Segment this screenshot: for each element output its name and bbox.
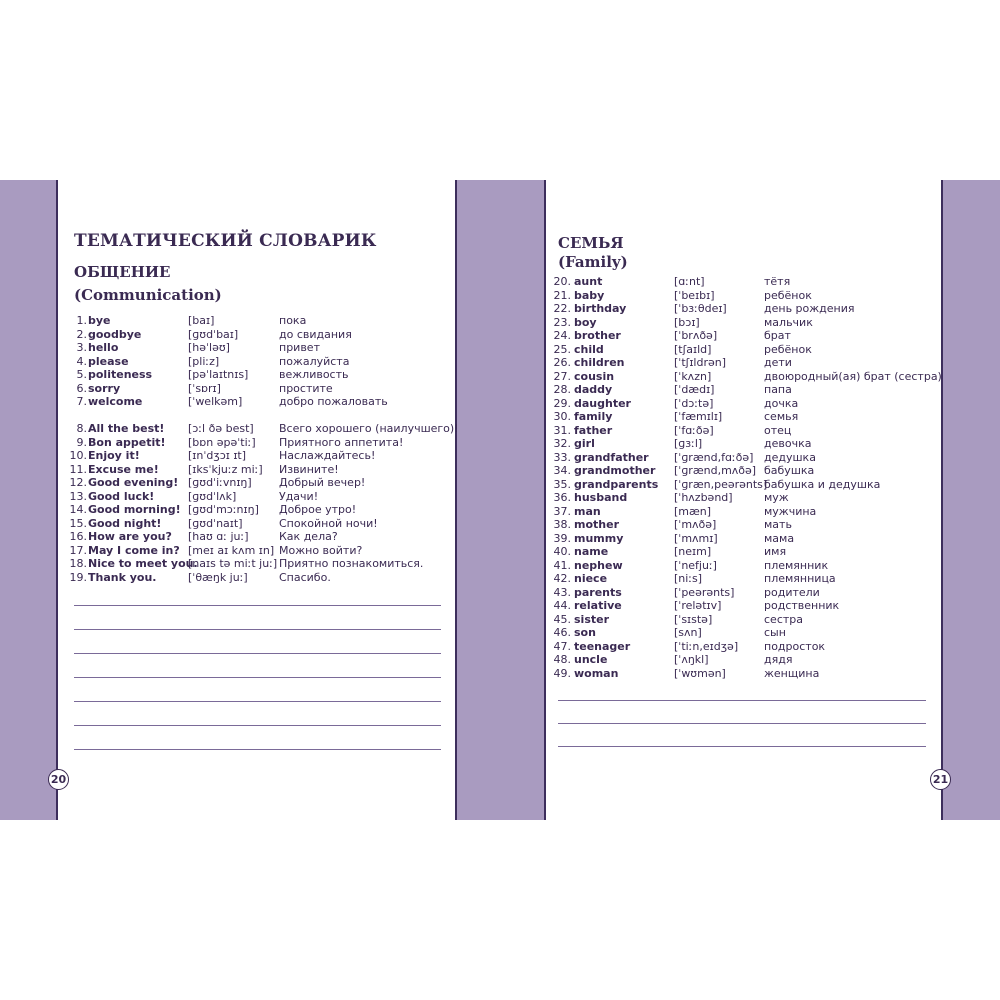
entry-transcription: [mæn] [674, 504, 712, 518]
list-item [548, 491, 940, 505]
entry-translation: пожалуйста [279, 354, 350, 368]
page-edge-line [941, 180, 943, 820]
entry-transcription: [ˈʌŋkl] [674, 653, 709, 666]
page-edge-line [455, 180, 457, 820]
entry-number: 12. [69, 476, 87, 489]
entry-translation: пока [279, 314, 307, 327]
page-number-left: 20 [48, 769, 69, 790]
entry-translation: мама [764, 531, 795, 545]
list-item [548, 667, 940, 681]
list-item [60, 368, 450, 382]
entry-translation: девочка [764, 437, 812, 450]
entry-transcription: [naɪs tə miːt juː] [188, 557, 278, 570]
entry-translation: дядя [764, 653, 793, 666]
entry-number: 46. [553, 626, 571, 639]
entry-number: 31. [553, 423, 571, 437]
entry-transcription: [həˈləʊ] [188, 341, 230, 354]
entry-transcription: [ˈɡrænd,mʌðə] [674, 464, 757, 477]
section-title-en: (Communication) [74, 286, 222, 304]
entry-number: 13. [69, 489, 87, 503]
entry-number: 22. [553, 302, 571, 315]
entry-word: relative [574, 599, 622, 612]
list-item [60, 517, 450, 531]
entry-number: 44. [553, 599, 571, 612]
entry-number: 17. [69, 543, 87, 557]
entry-translation: двоюродный(ая) брат (сестра) [764, 369, 942, 383]
entry-number: 21. [553, 288, 571, 302]
entry-translation: отец [764, 423, 792, 437]
entry-number: 6. [76, 381, 87, 395]
entry-transcription: [ˈpeərənts] [674, 585, 735, 599]
list-item [548, 343, 940, 357]
entry-word: politeness [88, 368, 153, 381]
entry-number: 42. [553, 572, 571, 585]
entry-word: daddy [574, 383, 613, 396]
entry-word: child [574, 342, 604, 356]
center-gutter-band [455, 180, 546, 820]
list-item [60, 544, 450, 558]
list-item [548, 289, 940, 303]
entry-number: 15. [69, 516, 87, 530]
section-title-ru: СЕМЬЯ [558, 234, 624, 252]
entry-translation: подросток [764, 639, 826, 653]
entry-number: 1. [76, 314, 87, 327]
list-item [60, 490, 450, 504]
entry-word: niece [574, 572, 608, 585]
entry-transcription: [ˈdædɪ] [674, 383, 715, 396]
right-side-band [941, 180, 1000, 820]
entry-transcription: [sʌn] [674, 626, 702, 639]
entry-number: 35. [553, 477, 571, 491]
vocabulary-list-words [60, 314, 450, 409]
list-item [548, 613, 940, 627]
entry-transcription: [ɑːnt] [674, 275, 705, 288]
entry-transcription: [ˈwelkəm] [188, 395, 243, 408]
list-item [548, 370, 940, 384]
entry-number: 23. [553, 315, 571, 329]
list-item [548, 316, 940, 330]
entry-number: 40. [553, 545, 571, 558]
entry-word: May I come in? [88, 543, 180, 557]
entry-number: 5. [76, 368, 87, 381]
entry-translation: Можно войти? [279, 543, 363, 557]
entry-word: baby [574, 288, 605, 302]
list-item [548, 532, 940, 546]
left-side-band [0, 180, 58, 820]
entry-word: children [574, 356, 625, 369]
entry-word: grandfather [574, 450, 649, 464]
entry-number: 38. [553, 518, 571, 531]
entry-transcription: [ɡʊdˈiːvnɪŋ] [188, 476, 252, 489]
entry-transcription: [ˈnefjuː] [674, 558, 717, 572]
entry-translation: бабушка [764, 464, 815, 477]
entry-word: son [574, 626, 596, 639]
entry-word: mother [574, 518, 619, 531]
entry-translation: муж [764, 491, 789, 504]
list-item [60, 571, 450, 585]
entry-transcription: [ˈmʌmɪ] [674, 531, 718, 545]
entry-transcription: [ˈfɑːðə] [674, 423, 714, 437]
entry-number: 2. [76, 327, 87, 341]
entry-number: 30. [553, 410, 571, 423]
entry-word: daughter [574, 396, 631, 410]
entry-number: 28. [553, 383, 571, 396]
entry-number: 49. [553, 666, 571, 680]
entry-translation: Всего хорошего (наилучшего)! [279, 422, 459, 435]
entry-word: aunt [574, 275, 603, 288]
entry-translation: добро пожаловать [279, 395, 388, 408]
entry-translation: Приятного аппетита! [279, 435, 404, 449]
entry-translation: Спокойной ночи! [279, 516, 378, 530]
entry-transcription: [ˈmʌðə] [674, 518, 717, 531]
entry-transcription: [pliːz] [188, 354, 220, 368]
list-item [60, 476, 450, 490]
entry-transcription: [ɪksˈkjuːz miː] [188, 462, 263, 476]
entry-word: goodbye [88, 327, 142, 341]
entry-transcription: [ˈθæŋk juː] [188, 570, 248, 584]
list-item [548, 302, 940, 316]
entry-transcription: [ˈbɜːθdeɪ] [674, 302, 727, 315]
list-item [60, 382, 450, 396]
entry-transcription: [baɪ] [188, 314, 215, 327]
entry-word: Good morning! [88, 503, 181, 516]
entry-translation: Извините! [279, 462, 339, 476]
entry-transcription: [ˈkʌzn] [674, 369, 712, 383]
entry-translation: семья [764, 410, 799, 423]
list-item [548, 518, 940, 532]
entry-translation: дедушка [764, 450, 816, 464]
entry-number: 10. [69, 449, 87, 462]
entry-word: grandmother [574, 464, 656, 477]
page-number-right: 21 [930, 769, 951, 790]
list-item [60, 449, 450, 463]
entry-translation: мать [764, 518, 792, 531]
entry-number: 14. [69, 503, 87, 516]
list-item [548, 464, 940, 478]
writing-line [74, 605, 441, 606]
entry-word: hello [88, 341, 119, 354]
entry-translation: Удачи! [279, 489, 319, 503]
entry-word: All the best! [88, 422, 165, 435]
entry-word: please [88, 354, 129, 368]
entry-translation: Приятно познакомиться. [279, 557, 424, 570]
writing-line [558, 746, 926, 747]
entry-word: grandparents [574, 477, 659, 491]
entry-word: girl [574, 437, 595, 450]
entry-number: 16. [69, 530, 87, 543]
entry-number: 25. [553, 342, 571, 356]
entry-word: Nice to meet you. [88, 557, 198, 570]
entry-number: 37. [553, 504, 571, 518]
list-item [60, 355, 450, 369]
entry-transcription: [ɪnˈdʒɔɪ ɪt] [188, 449, 247, 462]
entry-transcription: [bɔɪ] [674, 315, 700, 329]
entry-translation: Наслаждайтесь! [279, 449, 376, 462]
entry-translation: Доброе утро! [279, 503, 357, 516]
entry-number: 4. [76, 354, 87, 368]
entry-word: woman [574, 666, 619, 680]
section-title-en: (Family) [558, 253, 628, 271]
page-title: ТЕМАТИЧЕСКИЙ СЛОВАРИК [74, 231, 377, 251]
entry-word: teenager [574, 639, 631, 653]
entry-word: family [574, 410, 613, 423]
list-item [548, 640, 940, 654]
entry-transcription: [meɪ aɪ kʌm ɪn] [188, 543, 275, 557]
entry-word: brother [574, 329, 621, 342]
writing-line [558, 723, 926, 724]
list-item [60, 341, 450, 355]
entry-number: 34. [553, 464, 571, 477]
entry-number: 11. [69, 462, 87, 476]
entry-translation: сестра [764, 612, 803, 626]
list-item [548, 599, 940, 613]
list-item [548, 275, 940, 289]
entry-word: bye [88, 314, 111, 327]
entry-word: name [574, 545, 609, 558]
entry-translation: племянница [764, 572, 836, 585]
list-item [548, 586, 940, 600]
entry-translation: Добрый вечер! [279, 476, 366, 489]
list-item [60, 503, 450, 517]
entry-number: 33. [553, 450, 571, 464]
list-item [548, 437, 940, 451]
entry-transcription: [ˈdɔːtə] [674, 396, 714, 410]
entry-translation: дочка [764, 396, 799, 410]
entry-number: 18. [69, 557, 87, 570]
entry-transcription: [ˈsɪstə] [674, 612, 713, 626]
entry-number: 29. [553, 396, 571, 410]
list-item [548, 424, 940, 438]
entry-transcription: [ɡʊdˈbaɪ] [188, 327, 239, 341]
entry-translation: Как дела? [279, 530, 338, 543]
vocabulary-list-phrases [60, 422, 459, 584]
entry-transcription: [ˈwʊmən] [674, 666, 726, 680]
entry-number: 24. [553, 329, 571, 342]
entry-number: 3. [76, 341, 87, 354]
entry-transcription: [ɔːl ðə best] [188, 422, 254, 435]
entry-translation: вежливость [279, 368, 349, 381]
entry-transcription: [ˈɡrænd,fɑːðə] [674, 450, 754, 464]
entry-transcription: [bɒn əpəˈtiː] [188, 435, 256, 449]
entry-transcription: [ɡʊdˈnaɪt] [188, 516, 243, 530]
entry-translation: родители [764, 585, 820, 599]
entry-translation: бабушка и дедушка [764, 477, 881, 491]
list-item [60, 422, 459, 436]
list-item [60, 530, 450, 544]
entry-transcription: [ˈbrʌðə] [674, 329, 718, 342]
entry-transcription: [ɡʊdˈmɔːnɪŋ] [188, 503, 259, 516]
entry-transcription: [ɡʊdˈlʌk] [188, 489, 237, 503]
entry-transcription: [ˈhʌzbənd] [674, 491, 733, 504]
list-item [60, 557, 450, 571]
list-item [548, 545, 940, 559]
list-item [548, 329, 940, 343]
entry-number: 8. [76, 422, 87, 435]
entry-word: Good night! [88, 516, 162, 530]
list-item [548, 397, 940, 411]
list-item [548, 653, 940, 667]
writing-line [74, 629, 441, 630]
entry-transcription: [ˈbeɪbɪ] [674, 288, 715, 302]
entry-word: uncle [574, 653, 608, 666]
entry-word: Good luck! [88, 489, 155, 503]
entry-word: welcome [88, 395, 143, 408]
entry-transcription: [ɡɜːl] [674, 437, 703, 450]
entry-translation: день рождения [764, 302, 855, 315]
list-item [548, 383, 940, 397]
entry-number: 7. [76, 395, 87, 408]
entry-translation: дети [764, 356, 792, 369]
list-item [548, 410, 940, 424]
entry-number: 26. [553, 356, 571, 369]
entry-translation: племянник [764, 558, 829, 572]
entry-translation: тётя [764, 275, 791, 288]
entry-number: 36. [553, 491, 571, 504]
entry-number: 20. [553, 275, 571, 288]
list-item [60, 314, 450, 328]
entry-word: cousin [574, 369, 615, 383]
entry-word: birthday [574, 302, 627, 315]
section-title-ru: ОБЩЕНИЕ [74, 263, 171, 281]
entry-translation: простите [279, 381, 333, 395]
writing-line [74, 653, 441, 654]
page-edge-line [544, 180, 546, 820]
entry-translation: ребёнок [764, 288, 812, 302]
entry-transcription: [neɪm] [674, 545, 712, 558]
entry-number: 43. [553, 585, 571, 599]
entry-transcription: [ˈsɒrɪ] [188, 381, 221, 395]
entry-translation: ребёнок [764, 342, 812, 356]
entry-word: sorry [88, 381, 121, 395]
entry-word: Good evening! [88, 476, 179, 489]
list-item [60, 436, 450, 450]
entry-translation: мужчина [764, 504, 817, 518]
entry-word: Excuse me! [88, 462, 159, 476]
entry-number: 41. [553, 558, 571, 572]
entry-word: Bon appetit! [88, 435, 166, 449]
entry-translation: родственник [764, 599, 840, 612]
entry-number: 9. [76, 435, 87, 449]
writing-line [74, 749, 441, 750]
entry-transcription: [niːs] [674, 572, 703, 585]
entry-translation: привет [279, 341, 320, 354]
page-edge-line [56, 180, 58, 820]
entry-translation: до свидания [279, 327, 352, 341]
entry-translation: мальчик [764, 315, 813, 329]
entry-transcription: [pəˈlaɪtnɪs] [188, 368, 249, 381]
writing-line [74, 677, 441, 678]
entry-word: man [574, 504, 601, 518]
entry-word: sister [574, 612, 610, 626]
writing-line [74, 725, 441, 726]
entry-word: Enjoy it! [88, 449, 140, 462]
entry-word: How are you? [88, 530, 172, 543]
entry-transcription: [ˈɡræn,peərənts] [674, 477, 768, 491]
entry-transcription: [haʊ ɑː juː] [188, 530, 249, 543]
list-item [548, 356, 940, 370]
entry-number: 47. [553, 639, 571, 653]
writing-line [558, 700, 926, 701]
entry-word: nephew [574, 558, 623, 572]
entry-word: husband [574, 491, 628, 504]
list-item [548, 451, 940, 465]
entry-translation: брат [764, 329, 791, 342]
entry-word: Thank you. [88, 570, 157, 584]
entry-transcription: [tʃaɪld] [674, 342, 712, 356]
entry-translation: Спасибо. [279, 570, 331, 584]
list-item [60, 395, 450, 409]
entry-number: 48. [553, 653, 571, 666]
entry-translation: сын [764, 626, 786, 639]
entry-transcription: [ˈtʃɪldrən] [674, 356, 727, 369]
entry-transcription: [ˈtiːn,eɪdʒə] [674, 639, 739, 653]
list-item [60, 463, 450, 477]
entry-number: 27. [553, 369, 571, 383]
list-item [548, 572, 940, 586]
list-item [548, 626, 940, 640]
entry-word: mummy [574, 531, 624, 545]
list-item [548, 478, 940, 492]
entry-number: 45. [553, 612, 571, 626]
entry-translation: папа [764, 383, 792, 396]
list-item [548, 559, 940, 573]
entry-word: boy [574, 315, 597, 329]
entry-transcription: [ˈrelətɪv] [674, 599, 722, 612]
entry-translation: имя [764, 545, 787, 558]
list-item [60, 328, 450, 342]
vocabulary-list-family [548, 275, 940, 680]
list-item [548, 505, 940, 519]
entry-word: father [574, 423, 613, 437]
entry-word: parents [574, 585, 622, 599]
entry-number: 19. [69, 570, 87, 584]
entry-transcription: [ˈfæmɪlɪ] [674, 410, 723, 423]
writing-line [74, 701, 441, 702]
entry-number: 32. [553, 437, 571, 450]
entry-translation: женщина [764, 666, 820, 680]
entry-number: 39. [553, 531, 571, 545]
